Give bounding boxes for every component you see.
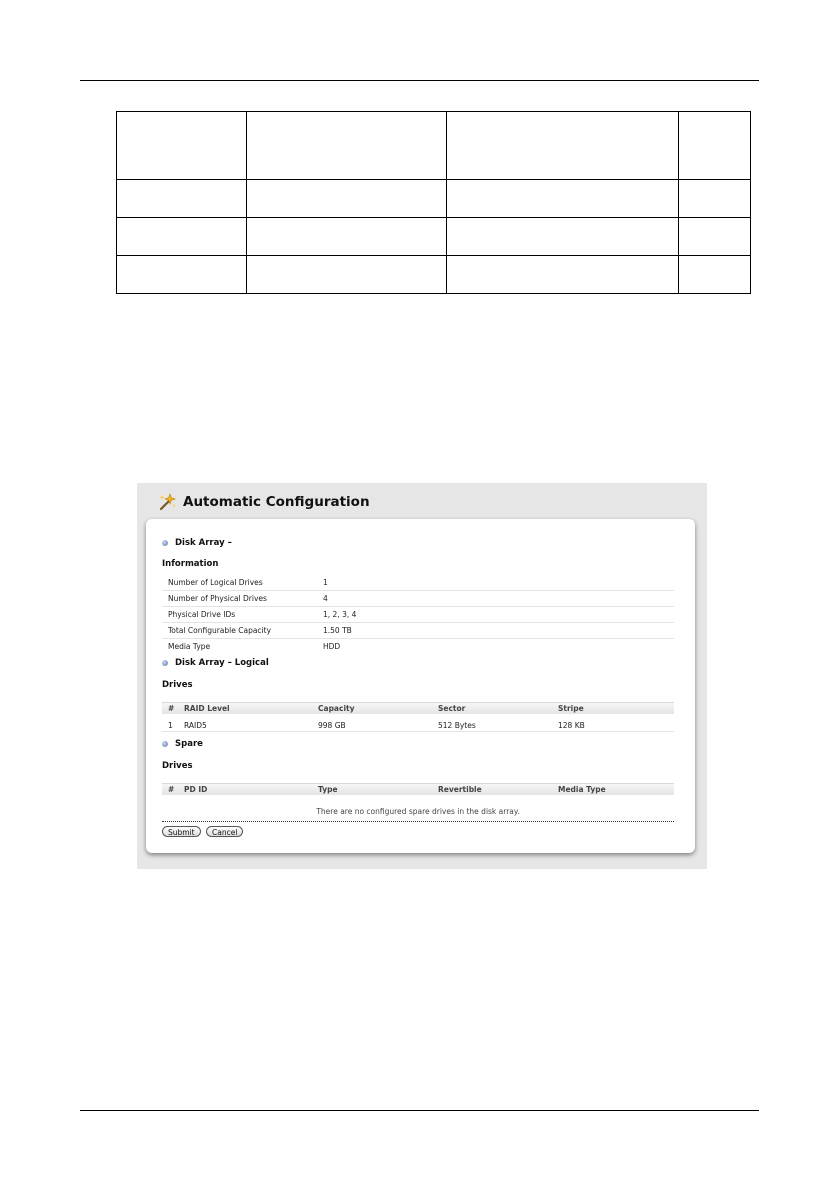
- table-row: [117, 180, 751, 218]
- title-text: Automatic Configuration: [183, 494, 370, 510]
- table-row: [117, 112, 751, 180]
- expand-bullet-icon: [162, 741, 168, 747]
- logical-table-row[interactable]: 1 RAID5 998 GB 512 Bytes 128 KB: [162, 719, 674, 732]
- spare-section-header[interactable]: Spare: [162, 739, 203, 749]
- header-rule: [80, 80, 759, 81]
- spare-drives-heading: Drives: [162, 761, 193, 771]
- cancel-button[interactable]: Cancel: [206, 826, 243, 837]
- empty-document-table: [116, 111, 751, 294]
- spare-table-header: # PD ID Type Revertible Media Type: [162, 783, 674, 795]
- disk-array-section-header[interactable]: Disk Array –: [162, 538, 232, 548]
- logical-drives-heading: Drives: [162, 680, 193, 690]
- information-heading: Information: [162, 559, 219, 569]
- automatic-configuration-screenshot: [137, 483, 707, 869]
- info-row: Number of Logical Drives 1: [162, 574, 674, 591]
- configuration-panel: [146, 519, 695, 853]
- info-row: Physical Drive IDs 1, 2, 3, 4: [162, 606, 674, 623]
- submit-button[interactable]: Submit: [162, 826, 201, 837]
- magic-wand-icon: [157, 492, 177, 512]
- expand-bullet-icon: [162, 540, 168, 546]
- page-title: [157, 489, 370, 515]
- spare-empty-message: There are no configured spare drives in the disk array.: [316, 807, 520, 816]
- table-row: [117, 218, 751, 256]
- logical-table-header: # RAID Level Capacity Sector Stripe: [162, 702, 674, 714]
- info-row: Total Configurable Capacity 1.50 TB: [162, 622, 674, 639]
- logical-section-header[interactable]: Disk Array – Logical: [162, 658, 269, 668]
- footer-rule: [80, 1110, 759, 1111]
- form-divider: [162, 821, 674, 822]
- info-row: Media Type HDD: [168, 642, 341, 651]
- expand-bullet-icon: [162, 660, 168, 666]
- info-row: Number of Physical Drives 4: [162, 590, 674, 607]
- table-row: [117, 256, 751, 294]
